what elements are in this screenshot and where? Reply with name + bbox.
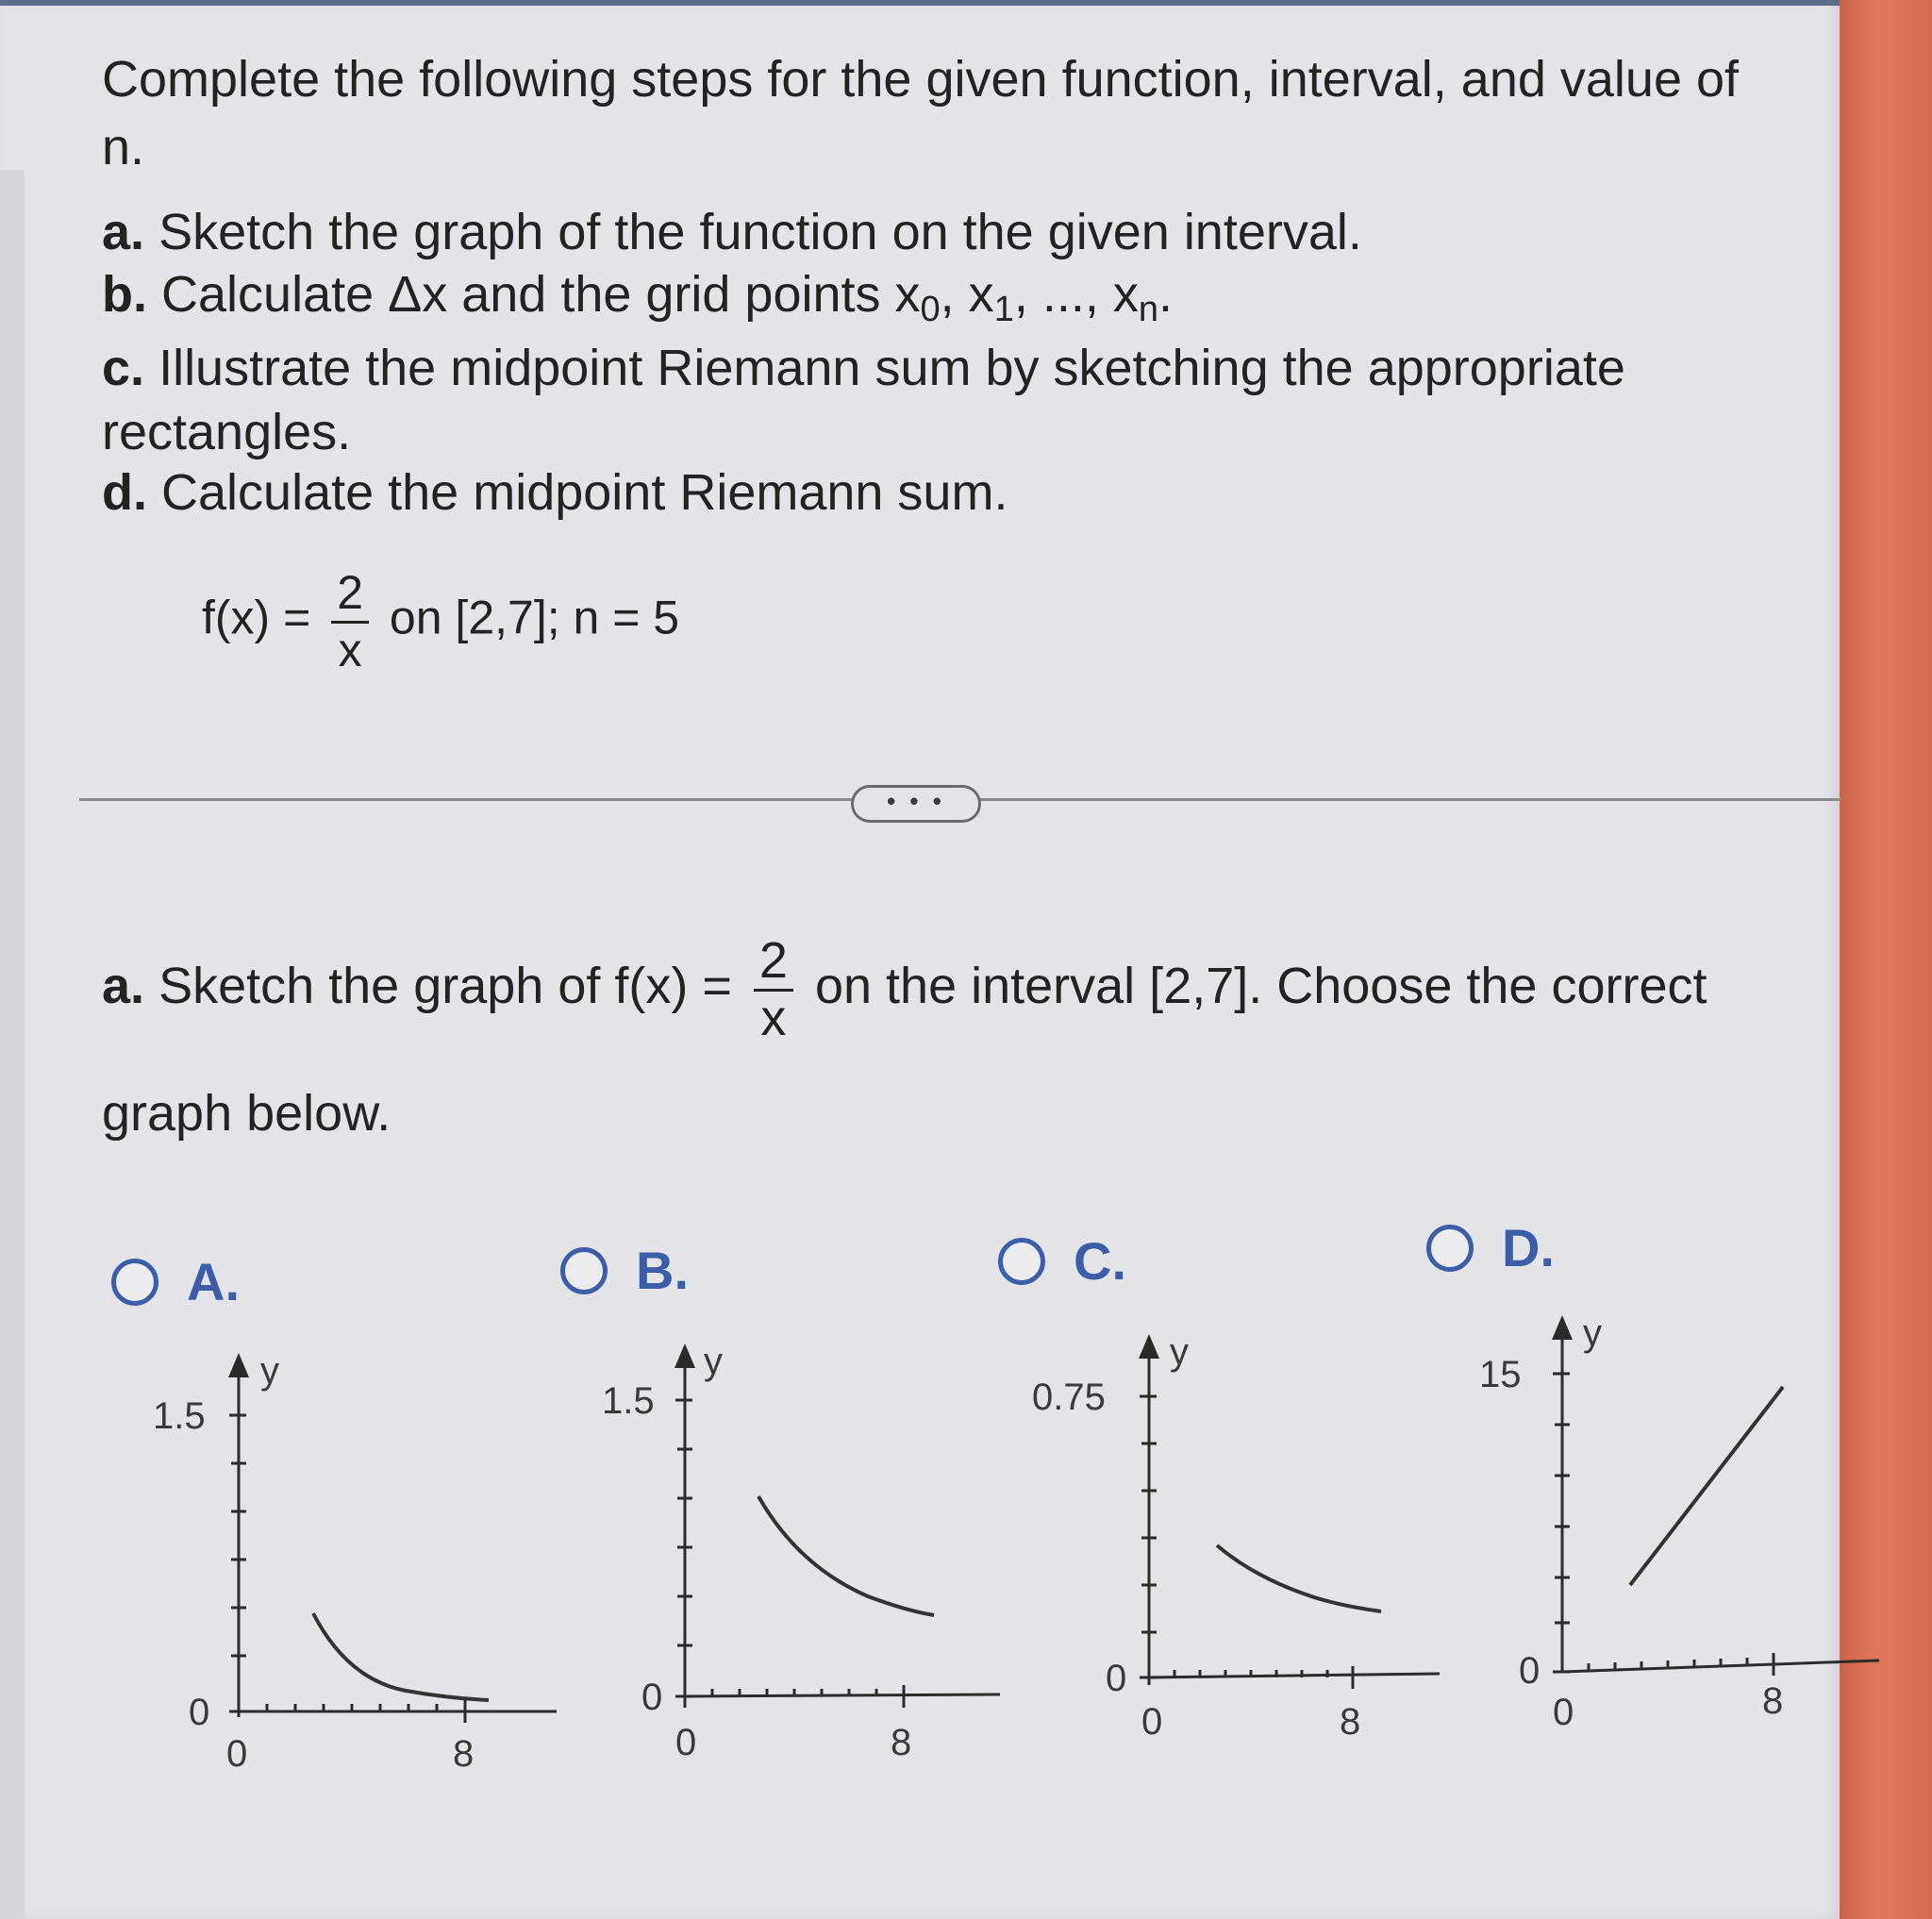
radio-c[interactable] xyxy=(998,1238,1045,1285)
x-max-tick: 8 xyxy=(1762,1680,1784,1722)
x-max-tick: 8 xyxy=(453,1733,475,1775)
y-top-tick: 1.5 xyxy=(602,1380,655,1422)
question-prompt xyxy=(102,934,1707,1044)
step-text: Calculate the midpoint Riemann sum. xyxy=(161,464,1008,521)
step-text: Sketch the graph of the function on the given interval. xyxy=(158,204,1362,260)
graph-a xyxy=(142,1340,566,1774)
fraction-denominator: x xyxy=(760,990,787,1046)
fraction-denominator: x xyxy=(338,624,362,676)
step-text: . xyxy=(1158,266,1174,323)
radio-d[interactable] xyxy=(1426,1225,1474,1272)
option-a-label[interactable]: A. xyxy=(187,1252,240,1311)
step-letter: a. xyxy=(102,204,145,260)
question-text: on the interval [2,7]. Choose the correct xyxy=(814,957,1707,1014)
y-zero-tick: 0 xyxy=(1106,1658,1127,1699)
step-letter: b. xyxy=(102,266,147,323)
y-zero-tick: 0 xyxy=(1519,1650,1541,1692)
x-ticks xyxy=(1589,1653,1774,1676)
option-a[interactable] xyxy=(111,1251,240,1312)
x-zero-tick: 0 xyxy=(1141,1701,1163,1743)
subscript: 0 xyxy=(920,290,941,329)
step-a xyxy=(102,200,1362,264)
step-text: Calculate Δx and the grid points x xyxy=(161,266,921,323)
x-zero-tick: 0 xyxy=(1553,1692,1574,1733)
function-rhs: on [2,7]; n = 5 xyxy=(389,591,680,644)
y-top-tick: 15 xyxy=(1479,1354,1522,1395)
option-d-label[interactable]: D. xyxy=(1502,1218,1555,1277)
graph-c xyxy=(1028,1321,1453,1755)
x-max-tick: 8 xyxy=(1340,1701,1361,1743)
step-text: , ..., x xyxy=(1013,266,1139,323)
y-top-tick: 1.5 xyxy=(153,1395,206,1437)
step-b xyxy=(102,262,1173,332)
y-axis-label: y xyxy=(260,1350,279,1392)
graph-d xyxy=(1472,1302,1896,1736)
top-bar xyxy=(0,0,1840,6)
curve xyxy=(1217,1545,1381,1611)
curve xyxy=(758,1496,934,1615)
radio-a[interactable] xyxy=(111,1259,158,1306)
more-button[interactable]: • • • xyxy=(851,785,981,823)
x-ticks xyxy=(1174,1666,1353,1689)
question-fraction xyxy=(754,934,793,1044)
y-axis-arrow xyxy=(675,1343,695,1368)
subscript: n xyxy=(1138,290,1158,329)
y-top-tick: 0.75 xyxy=(1032,1377,1106,1418)
line-graph xyxy=(1630,1387,1783,1585)
step-letter: d. xyxy=(102,464,147,521)
fraction-numerator: 2 xyxy=(331,566,369,624)
option-c[interactable] xyxy=(998,1230,1126,1292)
radio-b[interactable] xyxy=(560,1247,608,1294)
y-axis-label: y xyxy=(704,1341,723,1382)
left-edge xyxy=(0,170,25,1919)
question-text: Sketch the graph of f(x) = xyxy=(158,957,732,1014)
question-cont: graph below. xyxy=(102,1085,391,1142)
y-axis-arrow xyxy=(1139,1334,1159,1359)
x-zero-tick: 0 xyxy=(226,1733,248,1775)
graph-b xyxy=(585,1330,1009,1764)
problem-intro: Complete the following steps for the given function, interval, and value of n. xyxy=(102,51,1740,175)
subscript: 1 xyxy=(993,290,1014,329)
x-axis xyxy=(1149,1674,1440,1677)
y-axis-label: y xyxy=(1170,1331,1189,1373)
y-zero-tick: 0 xyxy=(189,1692,210,1733)
function-definition xyxy=(202,566,679,676)
y-zero-tick: 0 xyxy=(641,1677,663,1718)
curve xyxy=(313,1613,489,1700)
step-c-cont: rectangles. xyxy=(102,404,352,460)
step-text: Illustrate the midpoint Riemann sum by sketching the appropriate xyxy=(158,340,1625,396)
y-axis-arrow xyxy=(1552,1315,1573,1340)
question-letter: a. xyxy=(102,957,145,1014)
function-fraction xyxy=(331,566,369,676)
y-axis-label: y xyxy=(1583,1312,1602,1354)
step-c xyxy=(102,336,1625,400)
x-axis xyxy=(685,1694,1000,1696)
y-axis-arrow xyxy=(228,1353,249,1377)
option-b[interactable] xyxy=(560,1240,689,1301)
step-d xyxy=(102,460,1008,525)
option-b-label[interactable]: B. xyxy=(636,1241,689,1300)
step-letter: c. xyxy=(102,340,145,396)
x-zero-tick: 0 xyxy=(675,1722,697,1763)
function-lhs: f(x) = xyxy=(202,591,311,644)
fraction-numerator: 2 xyxy=(754,934,793,992)
x-max-tick: 8 xyxy=(891,1722,912,1763)
option-c-label[interactable]: C. xyxy=(1074,1231,1126,1291)
step-text: , x xyxy=(940,266,994,323)
option-d[interactable] xyxy=(1426,1217,1555,1278)
